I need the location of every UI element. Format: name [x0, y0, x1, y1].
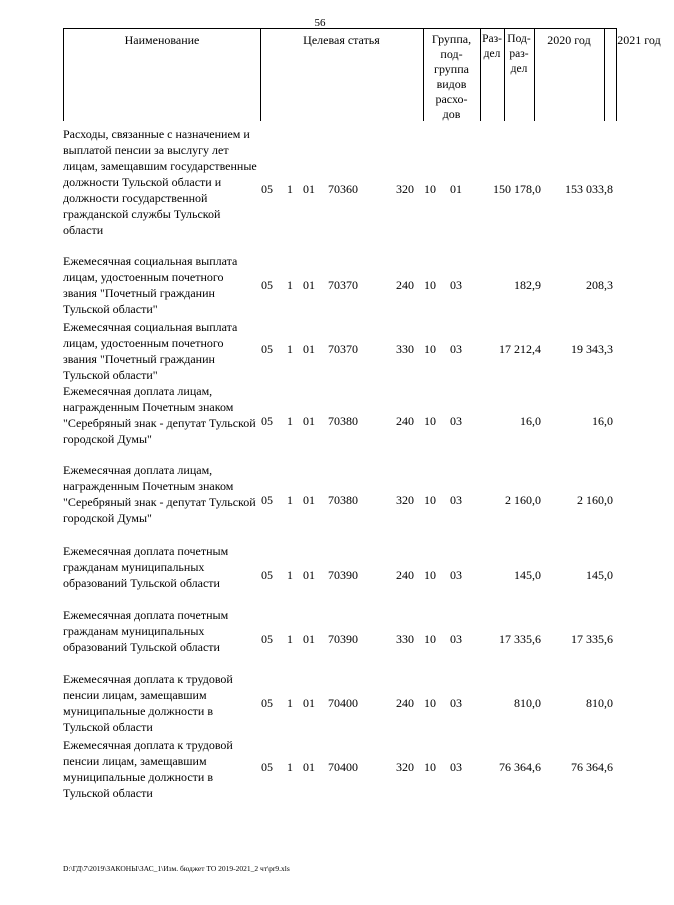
row-code-3: 01: [303, 760, 315, 774]
table-row: [63, 253, 615, 317]
row-podrazdel: 01: [450, 182, 462, 196]
row-2020: 17 212,4: [499, 342, 541, 356]
table-row: [63, 607, 615, 655]
row-2020: 145,0: [514, 568, 541, 582]
row-name: Ежемесячная социальная выплата лицам, удостоенным почетного звания "Почетный гражданин Тульской области": [63, 320, 238, 382]
row-2021: 208,3: [586, 278, 613, 292]
row-vid-rashodov: 320: [396, 182, 414, 196]
row-code-2: 1: [287, 414, 293, 428]
table-row: [63, 671, 615, 735]
row-code-4: 70400: [328, 760, 358, 774]
header-2021-cell: [604, 29, 674, 121]
row-razdel: 10: [424, 278, 436, 292]
header-gruppa: Группа, под- группа видов расхо- дов: [431, 32, 472, 121]
table-header: [63, 28, 661, 121]
row-name: Ежемесячная доплата лицам, награжденным Почетным знаком "Серебряный знак - депутат Тульской городской Думы": [63, 384, 256, 446]
row-razdel: 10: [424, 568, 436, 582]
row-podrazdel: 03: [450, 696, 462, 710]
row-code-4: 70370: [328, 278, 358, 292]
row-podrazdel: 03: [450, 760, 462, 774]
row-code-4: 70380: [328, 493, 358, 507]
row-code-2: 1: [287, 278, 293, 292]
header-2020-cell: [534, 29, 605, 121]
row-2020: 182,9: [514, 278, 541, 292]
row-2020: 810,0: [514, 696, 541, 710]
row-code-4: 70370: [328, 342, 358, 356]
row-2021: 2 160,0: [577, 493, 613, 507]
header-2021: 2021 год: [617, 33, 661, 47]
row-code-4: 70400: [328, 696, 358, 710]
header-podrazdel: Под- раз- дел: [507, 33, 531, 75]
row-code-2: 1: [287, 760, 293, 774]
row-name: Расходы, связанные с назначением и выплатой пенсии за выслугу лет лицам, замещавшим государственные должности Тульской области и должности государственной гражданской службы Тульской области: [63, 127, 257, 237]
row-razdel: 10: [424, 182, 436, 196]
table-row: [63, 126, 615, 238]
table-row: [63, 319, 615, 383]
row-code-3: 01: [303, 696, 315, 710]
page-number: 56: [314, 17, 326, 29]
row-podrazdel: 03: [450, 414, 462, 428]
row-code-1: 05: [261, 342, 273, 356]
row-code-2: 1: [287, 568, 293, 582]
row-code-3: 01: [303, 278, 315, 292]
row-code-3: 01: [303, 182, 315, 196]
row-2020: 17 335,6: [499, 632, 541, 646]
row-code-1: 05: [261, 632, 273, 646]
row-2021: 810,0: [586, 696, 613, 710]
row-2021: 76 364,6: [571, 760, 613, 774]
row-2020: 16,0: [520, 414, 541, 428]
row-2020: 76 364,6: [499, 760, 541, 774]
row-code-3: 01: [303, 414, 315, 428]
row-razdel: 10: [424, 760, 436, 774]
header-razdel-cell: [480, 29, 505, 121]
row-code-1: 05: [261, 696, 273, 710]
footer-file-path: D:\ГД\7\2019\ЗАКОНЫ\ЗАС_1\Изм. бюджет ТО 2019-2021_2 чт\pr9.xls: [63, 864, 290, 873]
row-code-4: 70380: [328, 414, 358, 428]
row-razdel: 10: [424, 632, 436, 646]
table-row: [63, 543, 615, 591]
header-name-cell: [64, 29, 261, 121]
row-podrazdel: 03: [450, 568, 462, 582]
row-2021: 153 033,8: [565, 182, 613, 196]
row-razdel: 10: [424, 342, 436, 356]
row-code-2: 1: [287, 696, 293, 710]
row-code-1: 05: [261, 760, 273, 774]
row-code-3: 01: [303, 568, 315, 582]
row-name: Ежемесячная доплата к трудовой пенсии лицам, замещавшим муниципальные должности в Тульской области: [63, 672, 233, 734]
row-vid-rashodov: 240: [396, 414, 414, 428]
row-code-4: 70390: [328, 632, 358, 646]
row-code-3: 01: [303, 632, 315, 646]
row-code-4: 70360: [328, 182, 358, 196]
row-razdel: 10: [424, 696, 436, 710]
row-2021: 19 343,3: [571, 342, 613, 356]
row-name: Ежемесячная доплата лицам, награжденным Почетным знаком "Серебряный знак - депутат Тульской городской Думы": [63, 463, 256, 525]
row-vid-rashodov: 330: [396, 632, 414, 646]
row-name: Ежемесячная социальная выплата лицам, удостоенным почетного звания "Почетный гражданин Тульской области": [63, 254, 238, 316]
header-celevaya-cell: [260, 29, 424, 121]
row-code-2: 1: [287, 493, 293, 507]
row-2021: 17 335,6: [571, 632, 613, 646]
header-podrazdel-cell: [504, 29, 535, 121]
row-name: Ежемесячная доплата почетным гражданам муниципальных образований Тульской области: [63, 544, 229, 590]
row-code-3: 01: [303, 342, 315, 356]
header-razdel: Раз- дел: [482, 33, 502, 60]
row-vid-rashodov: 240: [396, 278, 414, 292]
row-code-1: 05: [261, 414, 273, 428]
row-code-3: 01: [303, 493, 315, 507]
row-podrazdel: 03: [450, 632, 462, 646]
table-row: [63, 383, 615, 447]
header-name: Наименование: [124, 33, 200, 47]
row-code-4: 70390: [328, 568, 358, 582]
row-code-2: 1: [287, 182, 293, 196]
row-razdel: 10: [424, 414, 436, 428]
row-vid-rashodov: 240: [396, 568, 414, 582]
header-gruppa-cell: [423, 29, 481, 121]
row-vid-rashodov: 330: [396, 342, 414, 356]
row-code-1: 05: [261, 493, 273, 507]
row-vid-rashodov: 320: [396, 493, 414, 507]
table-row: [63, 737, 615, 801]
row-name: Ежемесячная доплата почетным гражданам муниципальных образований Тульской области: [63, 608, 229, 654]
header-2020: 2020 год: [547, 33, 591, 47]
row-vid-rashodov: 240: [396, 696, 414, 710]
row-2021: 16,0: [592, 414, 613, 428]
row-2020: 150 178,0: [493, 182, 541, 196]
table-row: [63, 462, 615, 526]
row-code-1: 05: [261, 278, 273, 292]
row-podrazdel: 03: [450, 278, 462, 292]
row-razdel: 10: [424, 493, 436, 507]
row-podrazdel: 03: [450, 493, 462, 507]
row-code-1: 05: [261, 182, 273, 196]
row-code-2: 1: [287, 632, 293, 646]
row-code-1: 05: [261, 568, 273, 582]
row-code-2: 1: [287, 342, 293, 356]
row-2020: 2 160,0: [505, 493, 541, 507]
header-celevaya: Целевая статья: [303, 33, 380, 47]
row-name: Ежемесячная доплата к трудовой пенсии лицам, замещавшим муниципальные должности в Тульской области: [63, 738, 233, 800]
row-vid-rashodov: 320: [396, 760, 414, 774]
row-podrazdel: 03: [450, 342, 462, 356]
row-2021: 145,0: [586, 568, 613, 582]
